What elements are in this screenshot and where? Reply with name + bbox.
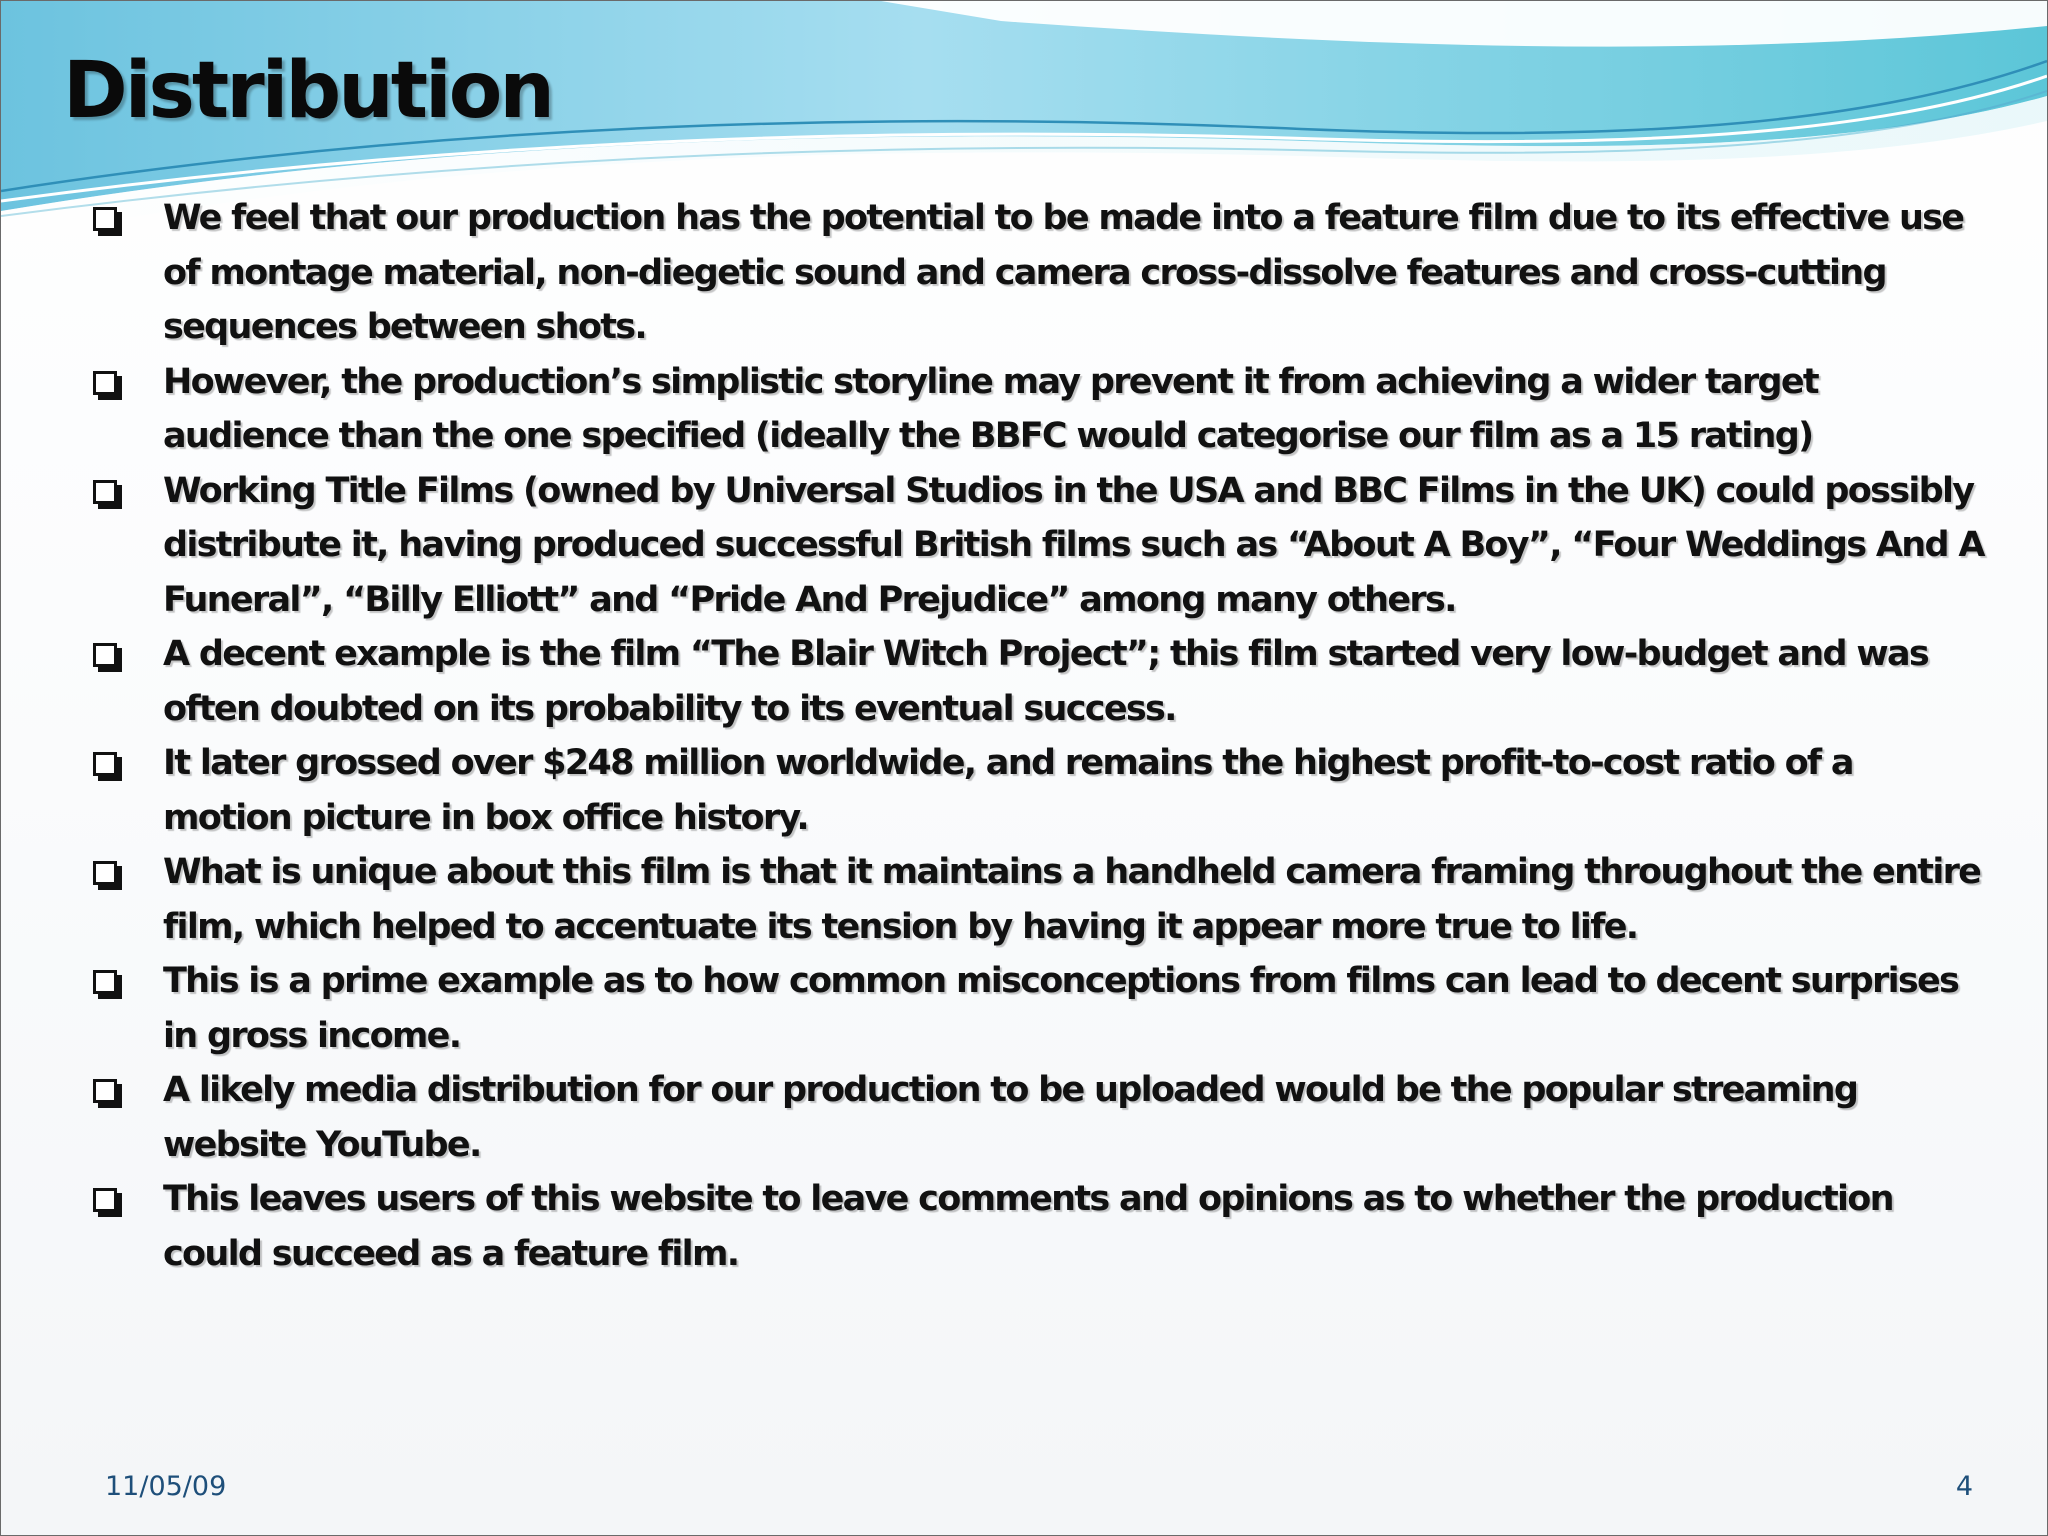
list-item <box>87 736 1987 845</box>
hollow-square-bullet-icon <box>93 371 117 395</box>
slide-title: Distribution <box>63 46 552 136</box>
list-item <box>87 845 1987 954</box>
hollow-square-bullet-icon <box>93 1079 117 1103</box>
hollow-square-bullet-icon <box>93 752 117 776</box>
list-item <box>87 355 1987 464</box>
bullet-list <box>87 191 1987 1281</box>
bullet-text: A likely media distribution for our production to be uploaded would be the popular streaming website YouTube. <box>163 1070 1858 1165</box>
bullet-text: A decent example is the film “The Blair Witch Project”; this film started very low-budget and was often doubted on its probability to its eventual success. <box>163 634 1929 729</box>
list-item <box>87 1172 1987 1281</box>
footer-date: 11/05/09 <box>105 1471 227 1502</box>
bullet-text: It later grossed over $248 million worldwide, and remains the highest profit-to-cost ratio of a motion picture in box office history. <box>163 743 1853 838</box>
hollow-square-bullet-icon <box>93 207 117 231</box>
hollow-square-bullet-icon <box>93 643 117 667</box>
list-item <box>87 464 1987 628</box>
hollow-square-bullet-icon <box>93 861 117 885</box>
list-item <box>87 627 1987 736</box>
list-item <box>87 191 1987 355</box>
slide-page-number: 4 <box>1955 1471 1973 1502</box>
bullet-text: We feel that our production has the potential to be made into a feature film due to its effective use of montage material, non-diegetic sound and camera cross-dissolve features and cross-cutting sequences between shots. <box>163 198 1964 347</box>
bullet-text: However, the production’s simplistic storyline may prevent it from achieving a wider target audience than the one specified (ideally the BBFC would categorise our film as a 15 rating) <box>163 361 1818 456</box>
bullet-text: This leaves users of this website to leave comments and opinions as to whether the production could succeed as a feature film. <box>163 1179 1893 1274</box>
bullet-text: This is a prime example as to how common misconceptions from films can lead to decent surprises in gross income. <box>163 961 1959 1056</box>
hollow-square-bullet-icon <box>93 970 117 994</box>
list-item <box>87 1063 1987 1172</box>
hollow-square-bullet-icon <box>93 480 117 504</box>
bullet-text: What is unique about this film is that it maintains a handheld camera framing throughout the entire film, which helped to accentuate its tension by having it appear more true to life. <box>163 852 1981 947</box>
hollow-square-bullet-icon <box>93 1188 117 1212</box>
list-item <box>87 954 1987 1063</box>
bullet-text: Working Title Films (owned by Universal Studios in the USA and BBC Films in the UK) could possibly distribute it, having produced successful British films such as “About A Boy”, “Four Weddings And A Funeral”, “Billy Elliott” and “Pride And Prejudice” among many others. <box>163 470 1984 620</box>
